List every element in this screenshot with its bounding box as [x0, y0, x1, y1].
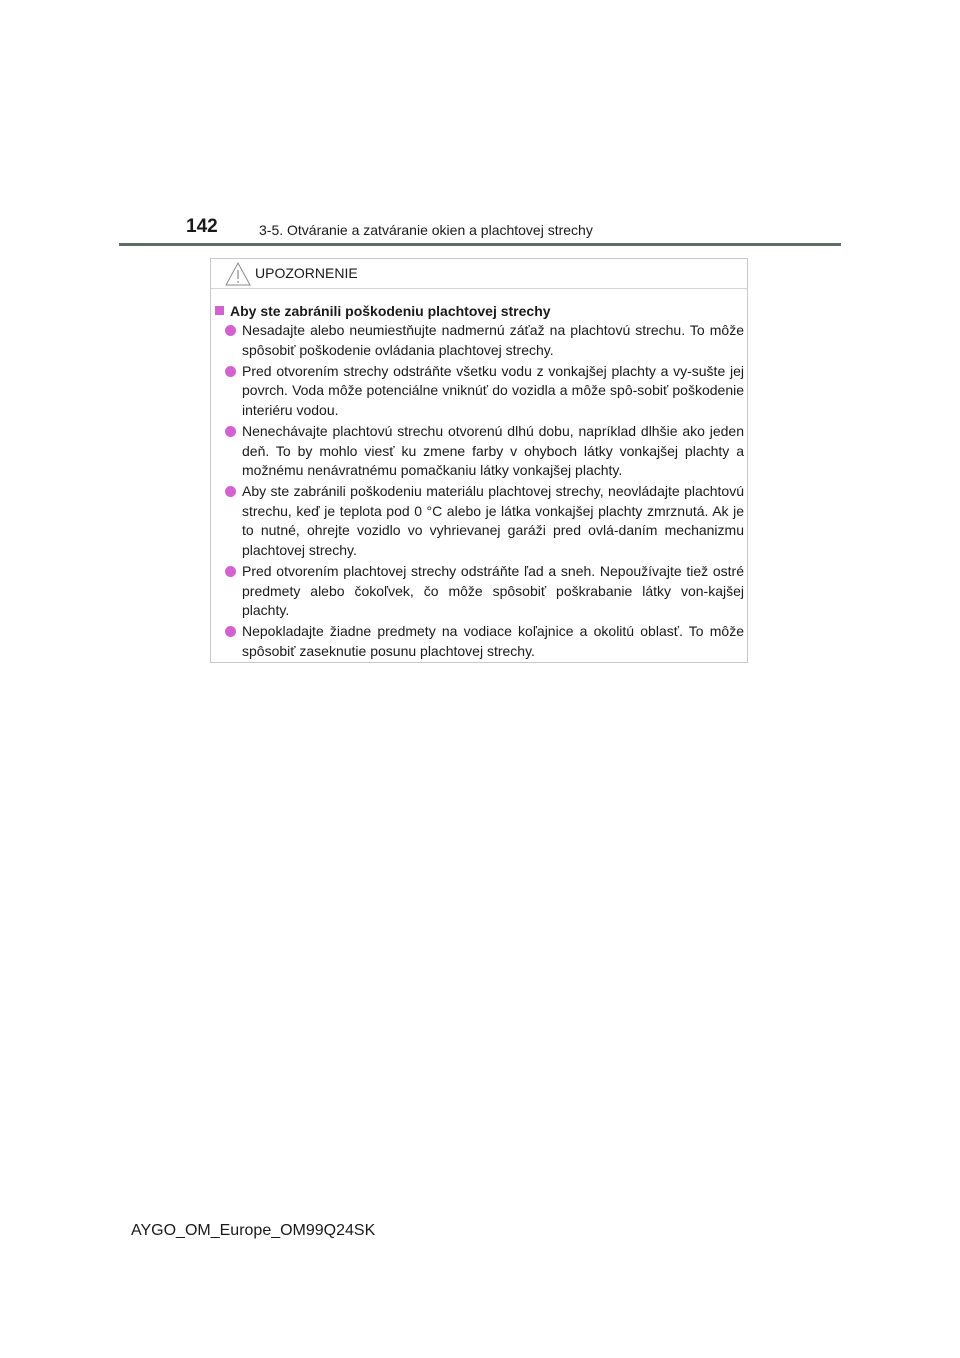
list-item: [225, 321, 744, 360]
circle-bullet-icon: [225, 486, 236, 497]
circle-bullet-icon: [225, 325, 236, 336]
list-item: [225, 482, 744, 560]
caution-header: [211, 259, 747, 289]
section-title: 3-5. Otváranie a zatváranie okien a plachtovej strechy: [259, 222, 593, 238]
caution-subheading: [215, 302, 551, 320]
list-item: [225, 422, 744, 481]
list-item: [225, 622, 744, 661]
list-item-text: Pred otvorením strechy odstráňte všetku vodu z vonkajšej plachty a vy-sušte jej povrch. Voda môže potenciálne vniknúť do vozidla a môže spô-sobiť poškodenie interiéru vodou.: [242, 362, 744, 418]
caution-label: UPOZORNENIE: [255, 265, 358, 281]
caution-list: [225, 321, 744, 663]
circle-bullet-icon: [225, 366, 236, 377]
list-item: [225, 562, 744, 621]
list-item-text: Pred otvorením plachtovej strechy odstráňte ľad a sneh. Nepoužívajte tiež ostré predmety alebo čokoľvek, čo môže spôsobiť poškrabanie látky von-kajšej plachty.: [242, 563, 744, 619]
circle-bullet-icon: [225, 426, 236, 437]
circle-bullet-icon: [225, 626, 236, 637]
list-item-text: Nenechávajte plachtovú strechu otvorenú dlhú dobu, napríklad dlhšie ako jeden deň. To by mohlo viesť ku zmene farby v ohyboch látky vonkajšej plachty a možnému nenávratnému pomačkaniu látky vonkajšej plachty.: [242, 422, 744, 479]
warning-triangle-icon: [225, 262, 251, 286]
footer-document-code: AYGO_OM_Europe_OM99Q24SK: [131, 1222, 376, 1239]
caution-box: [210, 258, 748, 663]
list-item: [225, 362, 744, 421]
list-item-text: Aby ste zabránili poškodeniu materiálu plachtovej strechy, neovládajte plachtovú strechu, keď je teplota pod 0 °C alebo je látka vonkajšej plachty zmrznutá. Ak je to nutné, ohrejte vozidlo vo vyhrievanej garáži pred ovlá-daním mechanizmu plachtovej strechy.: [242, 483, 744, 559]
list-item-text: Nepokladajte žiadne predmety na vodiace koľajnice a okolitú oblasť. To môže spôsobiť zaseknutie posunu plachtovej strechy.: [242, 623, 744, 659]
square-bullet-icon: [215, 306, 224, 315]
caution-subheading-text: Aby ste zabránili poškodeniu plachtovej strechy: [230, 303, 551, 319]
list-item-text: Nesadajte alebo neumiestňujte nadmernú záťaž na plachtovú strechu. To môže spôsobiť poškodenie ovládania plachtovej strechy.: [242, 322, 744, 358]
page-number: 142: [186, 216, 218, 237]
circle-bullet-icon: [225, 566, 236, 577]
header-rule: [119, 243, 841, 246]
